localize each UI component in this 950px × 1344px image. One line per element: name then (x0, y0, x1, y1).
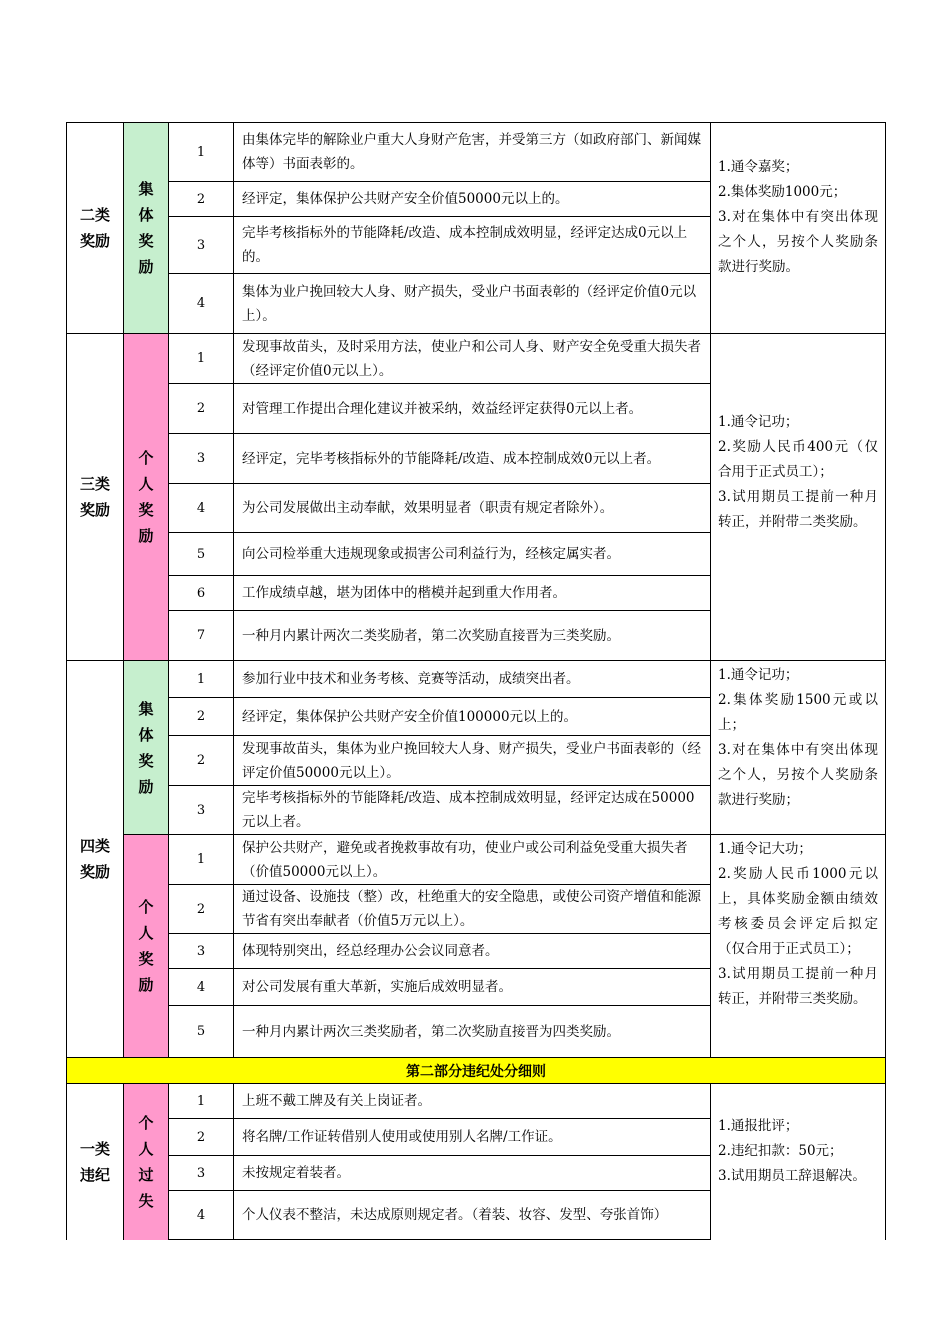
row-description: 工作成绩卓越，堪为团体中的楷模并起到重大作用者。 (233, 575, 711, 611)
reward-cell: 1.通令记大功； 2.奖励人民币1000元以上，具体奖励金额由绩效考核委员会评定后拟定（仅合用于正式员工）； 3.试用期员工提前一种月转正，并附带三类奖励。 (710, 834, 886, 1058)
row-description: 参加行业中技术和业务考核、竞赛等活动，成绩突出者。 (233, 660, 711, 698)
subgroup-label-collective: 集 体 奖 励 (123, 122, 169, 334)
row-number: 1 (168, 834, 234, 885)
row-description: 个人仪表不整洁，未达成原则规定者。（着装、妆容、发型、夸张首饰） (233, 1190, 711, 1240)
subgroup-label-personal-fault: 个 人 过 失 (123, 1083, 169, 1240)
row-description: 经评定，集体保护公共财产安全价值100000元以上的。 (233, 697, 711, 736)
row-number: 4 (168, 1190, 234, 1240)
category-cell-violation: 一类 违纪 (66, 1083, 124, 1240)
row-number: 3 (168, 933, 234, 969)
row-description: 保护公共财产，避免或者挽救事故有功，使业户或公司利益免受重大损失者（价值50000元以上）。 (233, 834, 711, 885)
row-description: 由集体完毕的解除业户重大人身财产危害，并受第三方（如政府部门、新闻媒体等）书面表彰的。 (233, 122, 711, 182)
row-description: 未按规定着装者。 (233, 1155, 711, 1191)
row-description: 为公司发展做出主动奉献，效果明显者（职责有规定者除外）。 (233, 483, 711, 533)
row-description: 完毕考核指标外的节能降耗/改造、成本控制成效明显，经评定达成0元以上的。 (233, 216, 711, 274)
row-description: 集体为业户挽回较大人身、财产损失，受业户书面表彰的（经评定价值0元以上）。 (233, 273, 711, 334)
row-description: 对公司发展有重大革新，实施后成效明显者。 (233, 968, 711, 1006)
row-number: 2 (168, 383, 234, 434)
row-description: 完毕考核指标外的节能降耗/改造、成本控制成效明显，经评定达成在50000元以上者。 (233, 785, 711, 835)
category-cell-4: 四类 奖励 (66, 660, 124, 1058)
row-number: 3 (168, 1155, 234, 1191)
reward-cell: 1.通令记功； 2.奖励人民币400元（仅合用于正式员工）； 3.试用期员工提前一种月转正，并附带二类奖励。 (710, 333, 886, 661)
row-description: 对管理工作提出合理化建议并被采纳，效益经评定获得0元以上者。 (233, 383, 711, 434)
subgroup-label-individual: 个 人 奖 励 (123, 834, 169, 1058)
subgroup-label-collective: 集 体 奖 励 (123, 660, 169, 835)
row-description: 一种月内累计两次三类奖励者，第二次奖励直接晋为四类奖励。 (233, 1005, 711, 1058)
row-number: 4 (168, 968, 234, 1006)
row-number: 4 (168, 273, 234, 334)
row-number: 1 (168, 333, 234, 384)
reward-cell: 1.通令嘉奖； 2.集体奖励1000元； 3.对在集体中有突出体现之个人，另按个人奖励条款进行奖励。 (710, 122, 886, 334)
row-number: 3 (168, 433, 234, 484)
row-description: 向公司检举重大违规现象或损害公司利益行为，经核定属实者。 (233, 532, 711, 576)
row-number: 6 (168, 575, 234, 611)
row-number: 2 (168, 697, 234, 736)
row-number: 1 (168, 660, 234, 698)
row-number: 2 (168, 1118, 234, 1156)
row-number: 4 (168, 483, 234, 533)
row-number: 1 (168, 122, 234, 182)
category-cell-2: 二类 奖励 (66, 122, 124, 334)
row-number: 2 (168, 735, 234, 786)
row-description: 一种月内累计两次二类奖励者，第二次奖励直接晋为三类奖励。 (233, 610, 711, 661)
row-description: 发现事故苗头，及时采用方法，使业户和公司人身、财产安全免受重大损失者（经评定价值0元以上）。 (233, 333, 711, 384)
reward-cell: 1.通令记功； 2.集体奖励1500元或以上； 3.对在集体中有突出体现之个人，另按个人奖励条款进行奖励； (710, 660, 886, 835)
subgroup-label-individual: 个 人 奖 励 (123, 333, 169, 661)
penalty-cell: 1.通报批评； 2.违纪扣款：50元； 3.试用期员工辞退解决。 (710, 1083, 886, 1240)
row-number: 5 (168, 532, 234, 576)
row-description: 将名牌/工作证转借别人使用或使用别人名牌/工作证。 (233, 1118, 711, 1156)
row-number: 3 (168, 785, 234, 835)
category-cell-3: 三类 奖励 (66, 333, 124, 661)
row-description: 发现事故苗头，集体为业户挽回较大人身、财产损失，受业户书面表彰的（经评定价值50000元以上）。 (233, 735, 711, 786)
section-title: 第二部分违纪处分细则 (66, 1057, 886, 1084)
row-description: 通过设备、设施技（整）改，杜绝重大的安全隐患，或使公司资产增值和能源节省有突出奉献者（价值5万元以上）。 (233, 884, 711, 934)
row-description: 体现特别突出，经总经理办公会议同意者。 (233, 933, 711, 969)
row-number: 1 (168, 1083, 234, 1119)
row-description: 上班不戴工牌及有关上岗证者。 (233, 1083, 711, 1119)
row-number: 7 (168, 610, 234, 661)
row-number: 2 (168, 181, 234, 217)
row-number: 2 (168, 884, 234, 934)
row-description: 经评定，集体保护公共财产安全价值50000元以上的。 (233, 181, 711, 217)
row-number: 3 (168, 216, 234, 274)
row-description: 经评定，完毕考核指标外的节能降耗/改造、成本控制成效0元以上者。 (233, 433, 711, 484)
row-number: 5 (168, 1005, 234, 1058)
